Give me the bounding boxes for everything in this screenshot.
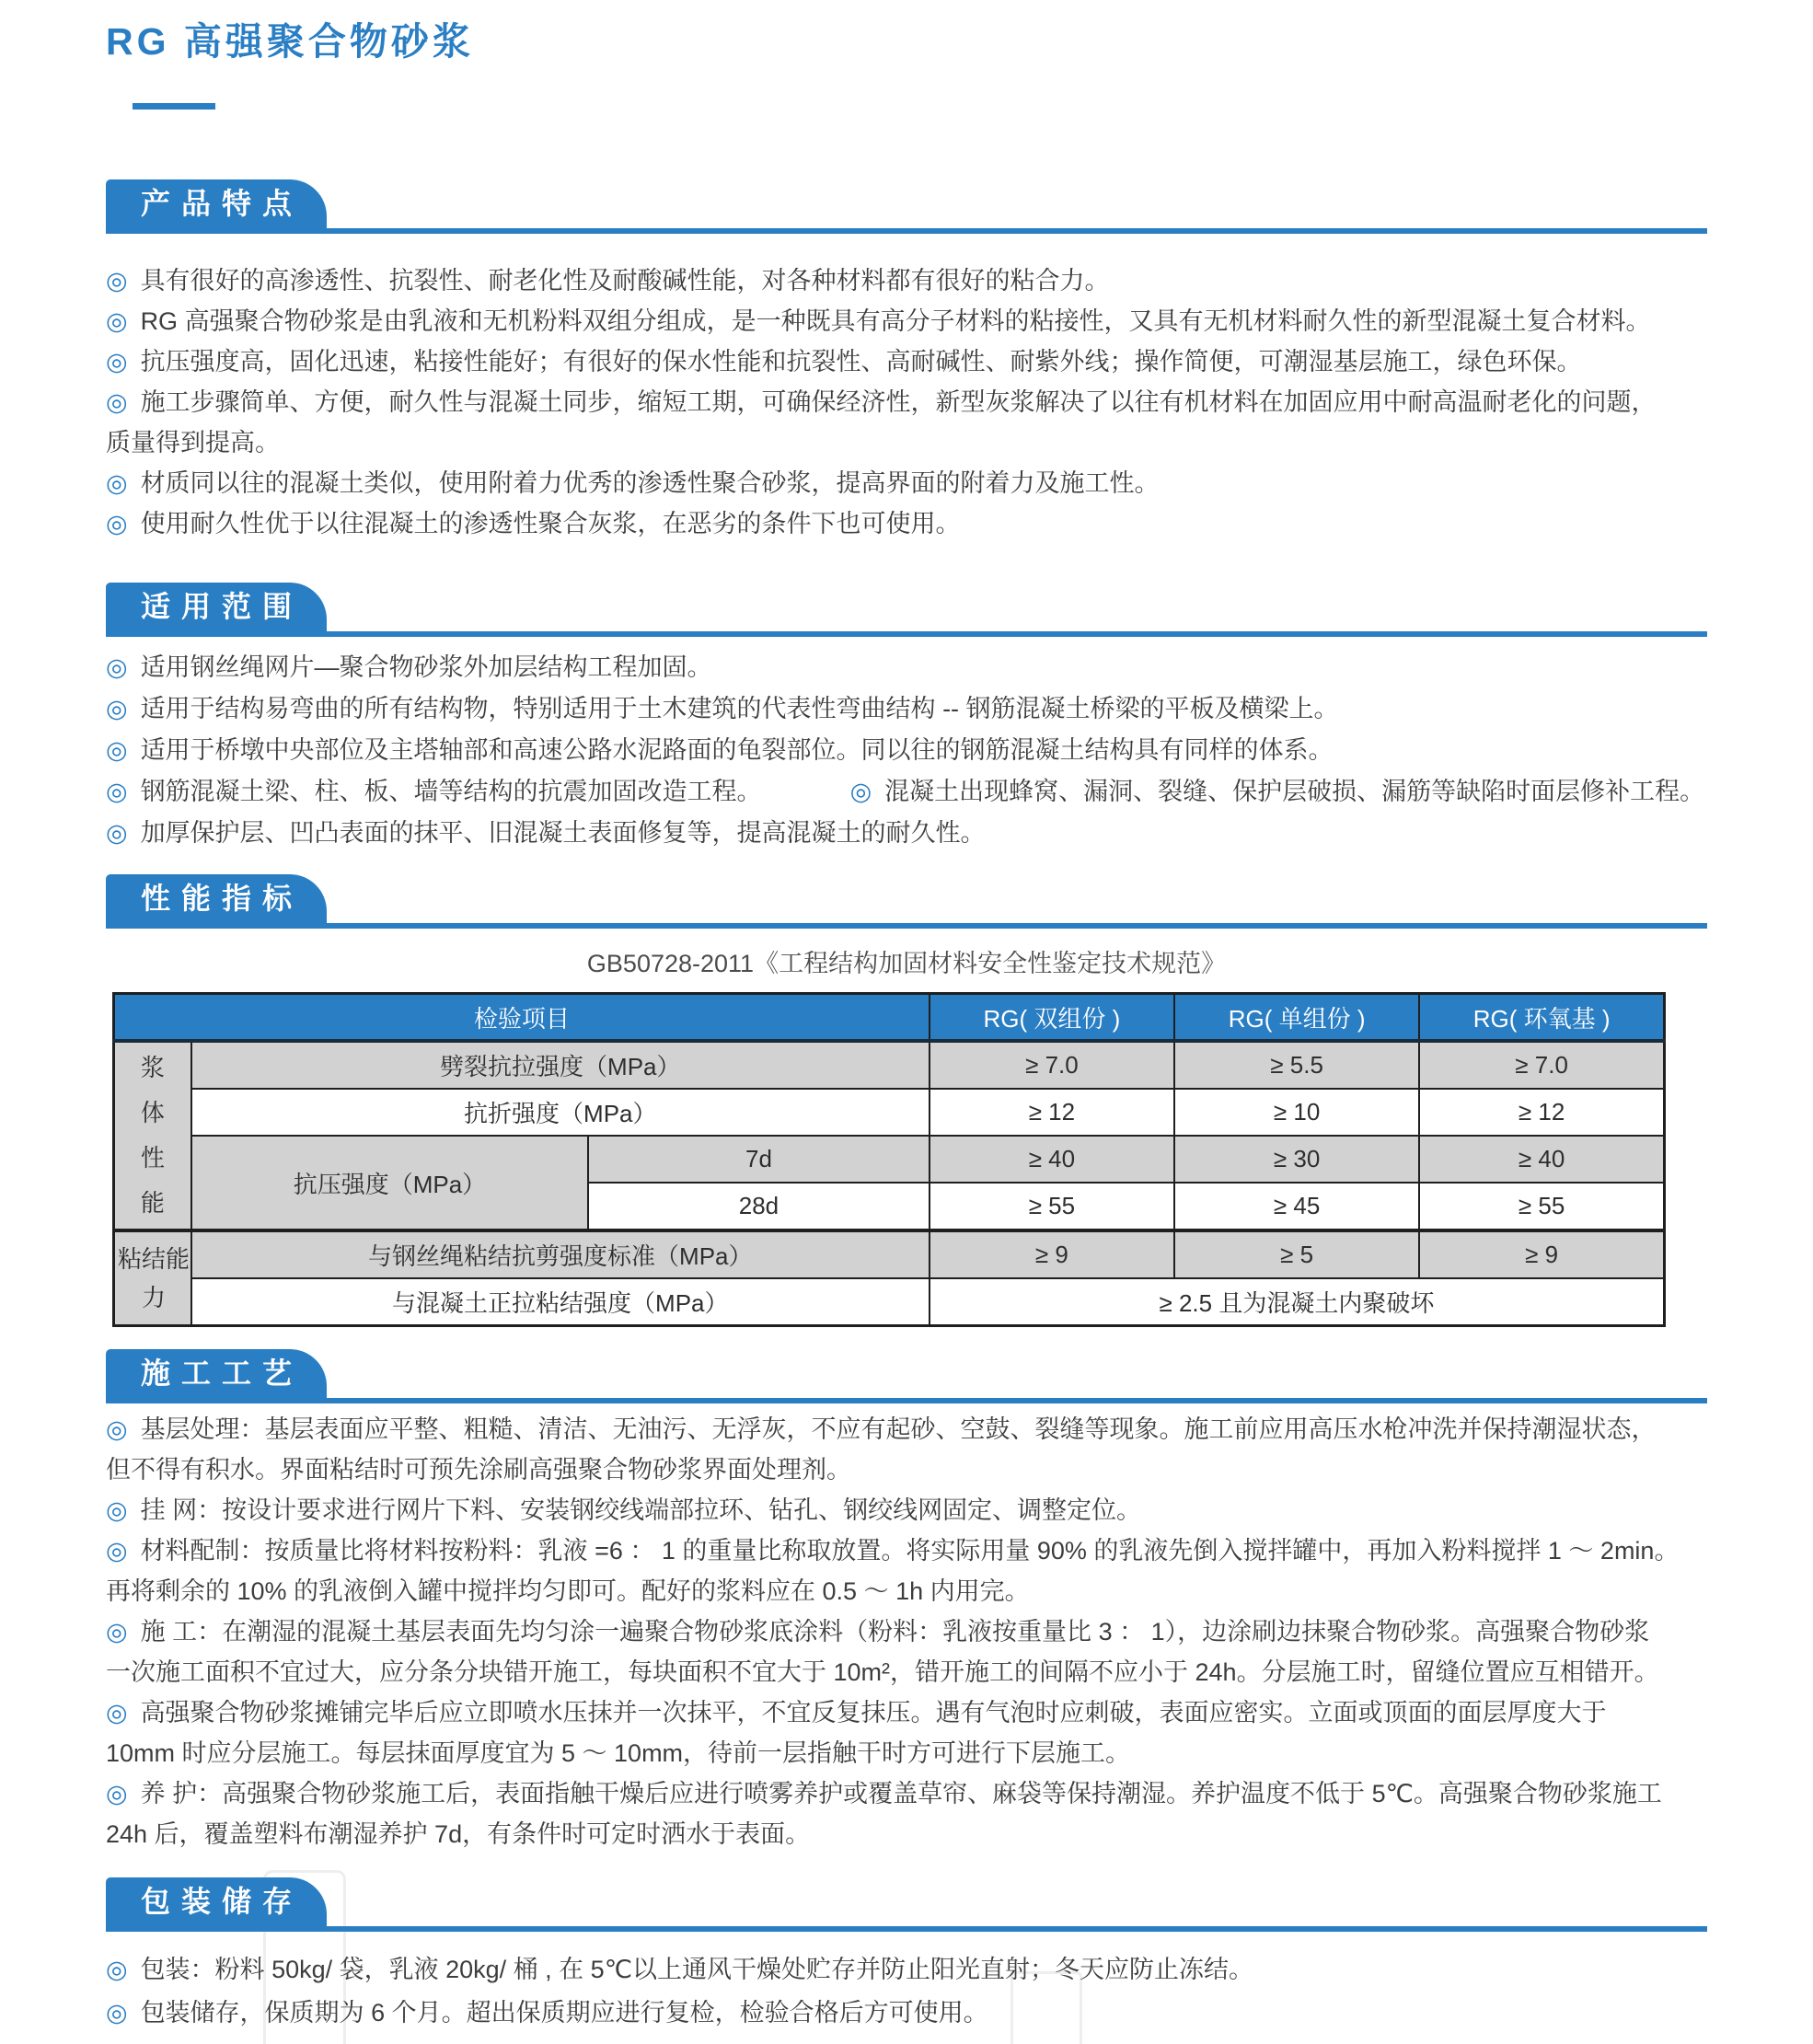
value-cell: ≥ 55 (930, 1183, 1174, 1230)
col-header-rge: RG( 环氧基 ) (1419, 994, 1664, 1042)
feature-text: 材质同以往的混凝土类似，使用附着力优秀的渗透性聚合砂浆，提高界面的附着力及施工性。 (140, 469, 1160, 497)
table-caption: GB50728-2011《工程结构加固材料安全性鉴定技术规范》 (586, 950, 1227, 977)
section-rule (106, 1398, 1707, 1403)
process-text: 养 护：高强聚合物砂浆施工后，表面指触干燥后应进行喷雾养护或覆盖草帘、麻袋等保持潮湿。养护温度不低于 5℃。高强聚合物砂浆施工 (140, 1780, 1662, 1807)
col-header-rg2: RG( 双组份 ) (930, 994, 1174, 1042)
scope-text: 钢筋混凝土梁、柱、板、墙等结构的抗震加固改造工程。 (140, 778, 762, 805)
item-cell: 与钢丝绳粘结抗剪强度标准（MPa） (191, 1230, 930, 1278)
process-item-continuation (106, 1571, 1707, 1611)
process-text: 10mm 时应分层施工。每层抹面厚度宜为 5 ～ 10mm，待前一层指触干时方可进行下层施工。 (106, 1739, 1131, 1767)
section-badge-features: 产品特点 (106, 179, 327, 228)
bullet-icon: ◎ (106, 1537, 128, 1565)
section-badge-packaging: 包装储存 (106, 1877, 327, 1926)
bullet-icon: ◎ (106, 1780, 128, 1807)
feature-text: 具有很好的高渗透性、抗裂性、耐老化性及耐酸碱性能，对各种材料都有很好的粘合力。 (140, 267, 1110, 294)
packaging-item (106, 1992, 1707, 2035)
feature-item (106, 260, 1707, 301)
col-header-rg1: RG( 单组份 ) (1174, 994, 1419, 1042)
bullet-icon: ◎ (106, 388, 128, 416)
value-cell: ≥ 40 (1419, 1136, 1664, 1183)
section-header-scope (106, 583, 1707, 637)
process-text: 再将剩余的 10% 的乳液倒入罐中搅拌均匀即可。配好的浆料应在 0.5 ～ 1h 内用完。 (106, 1577, 1030, 1605)
section-badge-scope: 适用范围 (106, 583, 327, 631)
table-row (114, 1230, 1665, 1278)
section-header-features (106, 179, 1707, 234)
packaging-text: 包装：粉料 50kg/ 袋，乳液 20kg/ 桶 , 在 5℃以上通风干燥处贮存并防止阳光直射；冬天应防止冻结。 (140, 1956, 1254, 1983)
item-cell: 与混凝土正拉粘结强度（MPa） (191, 1278, 930, 1326)
bullet-icon: ◎ (106, 469, 128, 497)
process-text: 挂 网：按设计要求进行网片下料、安装钢绞线端部拉环、钻孔、钢绞线网固定、调整定位。 (140, 1496, 1142, 1524)
group-label-bonding-ability: 粘结能力 (114, 1230, 191, 1326)
scope-text: 适用钢丝绳网片—聚合物砂浆外加层结构工程加固。 (140, 653, 712, 681)
process-text: 施 工：在潮湿的混凝土基层表面先均匀涂一遍聚合物砂浆底涂料（粉料：乳液按重量比 3 ： 1），边涂刷边抹聚合物砂浆。高强聚合物砂浆 (140, 1618, 1650, 1646)
value-cell-span: ≥ 2.5 且为混凝土内聚破坏 (930, 1278, 1665, 1326)
bullet-icon: ◎ (106, 307, 128, 335)
scope-item (106, 813, 1707, 854)
features-body (106, 260, 1707, 544)
feature-text: 使用耐久性优于以往混凝土的渗透性聚合灰浆，在恶劣的条件下也可使用。 (140, 510, 961, 537)
feature-item (106, 463, 1707, 503)
section-badge-process: 施工工艺 (106, 1349, 327, 1398)
packaging-text: 包装储存，保质期为 6 个月。超出保质期应进行复检，检验合格后方可使用。 (140, 1999, 988, 2027)
value-cell: ≥ 40 (930, 1136, 1174, 1183)
process-item-continuation (106, 1733, 1707, 1773)
table-row (114, 1278, 1665, 1326)
process-text: 但不得有积水。界面粘结时可预先涂刷高强聚合物砂浆界面处理剂。 (106, 1456, 851, 1484)
col-header-item: 检验项目 (114, 994, 930, 1042)
bullet-icon: ◎ (106, 348, 128, 375)
table-row (114, 1041, 1665, 1089)
section-badge-performance: 性能指标 (106, 874, 327, 923)
bullet-icon: ◎ (106, 267, 128, 294)
sub-cell: 28d (588, 1183, 930, 1230)
value-cell: ≥ 5.5 (1174, 1041, 1419, 1089)
process-item (106, 1692, 1707, 1733)
section-rule (106, 631, 1707, 637)
value-cell: ≥ 7.0 (930, 1041, 1174, 1089)
bullet-icon: ◎ (106, 1496, 128, 1524)
scope-item-double (106, 771, 1707, 813)
process-text: 高强聚合物砂浆摊铺完毕后应立即喷水压抹并一次抹平，不宜反复抹压。遇有气泡时应刺破，表面应密实。立面或顶面的面层厚度大于 (140, 1699, 1607, 1726)
table-row (114, 1136, 1665, 1183)
bullet-icon: ◎ (106, 653, 128, 681)
process-text: 一次施工面积不宜过大，应分条分块错开施工，每块面积不宜大于 10m²，错开施工的间隔不应小于 24h。分层施工时，留缝位置应互相错开。 (106, 1658, 1659, 1686)
performance-table (112, 992, 1666, 1327)
section-rule (106, 923, 1707, 929)
value-cell: ≥ 12 (1419, 1089, 1664, 1136)
item-cell: 抗压强度（MPa） (191, 1136, 588, 1230)
process-item (106, 1409, 1707, 1449)
value-cell: ≥ 12 (930, 1089, 1174, 1136)
bullet-icon: ◎ (106, 510, 128, 537)
table-header-row (114, 994, 1665, 1042)
bullet-icon: ◎ (106, 1999, 128, 2027)
bullet-icon: ◎ (106, 1956, 128, 1983)
section-header-performance (106, 874, 1707, 929)
value-cell: ≥ 9 (930, 1230, 1174, 1278)
feature-item (106, 301, 1707, 341)
process-item-continuation (106, 1814, 1707, 1854)
page-title: RG 高强聚合物砂浆 (106, 20, 474, 63)
value-cell: ≥ 55 (1419, 1183, 1664, 1230)
section-header-packaging (106, 1877, 1707, 1932)
process-text: 基层处理：基层表面应平整、粗糙、清洁、无油污、无浮灰，不应有起砂、空鼓、裂缝等现象。施工前应用高压水枪冲洗并保持潮湿状态， (140, 1415, 1657, 1443)
bullet-icon: ◎ (106, 1415, 128, 1443)
value-cell: ≥ 7.0 (1419, 1041, 1664, 1089)
feature-text: RG 高强聚合物砂浆是由乳液和无机粉料双组分组成，是一种既具有高分子材料的粘接性，又具有无机材料耐久性的新型混凝土复合材料。 (140, 307, 1651, 335)
value-cell: ≥ 45 (1174, 1183, 1419, 1230)
group-label-paste-performance: 浆体性能 (114, 1041, 191, 1230)
scope-item (106, 688, 1707, 730)
packaging-item (106, 1948, 1707, 1992)
process-item-continuation (106, 1449, 1707, 1490)
bullet-icon: ◎ (106, 695, 128, 722)
bullet-icon: ◎ (106, 1699, 128, 1726)
scope-text: 加厚保护层、凹凸表面的抹平、旧混凝土表面修复等，提高混凝土的耐久性。 (140, 819, 986, 847)
value-cell: ≥ 9 (1419, 1230, 1664, 1278)
feature-item-continuation (106, 422, 1707, 463)
process-item (106, 1773, 1707, 1814)
scope-text: 适用于结构易弯曲的所有结构物，特别适用于土木建筑的代表性弯曲结构 -- 钢筋混凝土桥梁的平板及横梁上。 (140, 695, 1339, 722)
item-cell: 劈裂抗拉强度（MPa） (191, 1041, 930, 1089)
section-header-process (106, 1349, 1707, 1403)
scope-text: 混凝土出现蜂窝、漏洞、裂缝、保护层破损、漏筋等缺陷时面层修补工程。 (884, 778, 1705, 805)
scope-item (106, 730, 1707, 771)
table-row (114, 1089, 1665, 1136)
bullet-icon: ◎ (849, 778, 872, 805)
feature-text: 抗压强度高，固化迅速，粘接性能好；有很好的保水性能和抗裂性、高耐碱性、耐紫外线；操作简便，可潮湿基层施工，绿色环保。 (140, 348, 1582, 375)
packaging-body (106, 1948, 1707, 2035)
title-underline (133, 103, 215, 110)
section-rule (106, 1926, 1707, 1932)
value-cell: ≥ 30 (1174, 1136, 1419, 1183)
bullet-icon: ◎ (106, 819, 128, 847)
feature-text: 质量得到提高。 (106, 429, 280, 456)
scope-body (106, 647, 1707, 854)
section-rule (106, 228, 1707, 234)
process-text: 材料配制：按质量比将材料按粉料：乳液 =6 ： 1 的重量比称取放置。将实际用量 90% 的乳液先倒入搅拌罐中，再加入粉料搅拌 1 ～ 2min。 (140, 1537, 1680, 1565)
process-item (106, 1530, 1707, 1571)
bullet-icon: ◎ (106, 736, 128, 764)
feature-item (106, 341, 1707, 382)
process-body (106, 1409, 1707, 1854)
bullet-icon: ◎ (106, 1618, 128, 1646)
value-cell: ≥ 5 (1174, 1230, 1419, 1278)
process-text: 24h 后，覆盖塑料布潮湿养护 7d，有条件时可定时洒水于表面。 (106, 1820, 811, 1848)
feature-item (106, 503, 1707, 544)
scope-text: 适用于桥墩中央部位及主塔轴部和高速公路水泥路面的龟裂部位。同以往的钢筋混凝土结构具有同样的体系。 (140, 736, 1334, 764)
bullet-icon: ◎ (106, 778, 128, 805)
feature-item (106, 382, 1707, 422)
process-item-continuation (106, 1652, 1707, 1692)
value-cell: ≥ 10 (1174, 1089, 1419, 1136)
process-item (106, 1611, 1707, 1652)
scope-item (106, 647, 1707, 688)
sub-cell: 7d (588, 1136, 930, 1183)
feature-text: 施工步骤简单、方便，耐久性与混凝土同步，缩短工期，可确保经济性，新型灰浆解决了以往有机材料在加固应用中耐高温耐老化的问题， (140, 388, 1657, 416)
item-cell: 抗折强度（MPa） (191, 1089, 930, 1136)
process-item (106, 1490, 1707, 1530)
